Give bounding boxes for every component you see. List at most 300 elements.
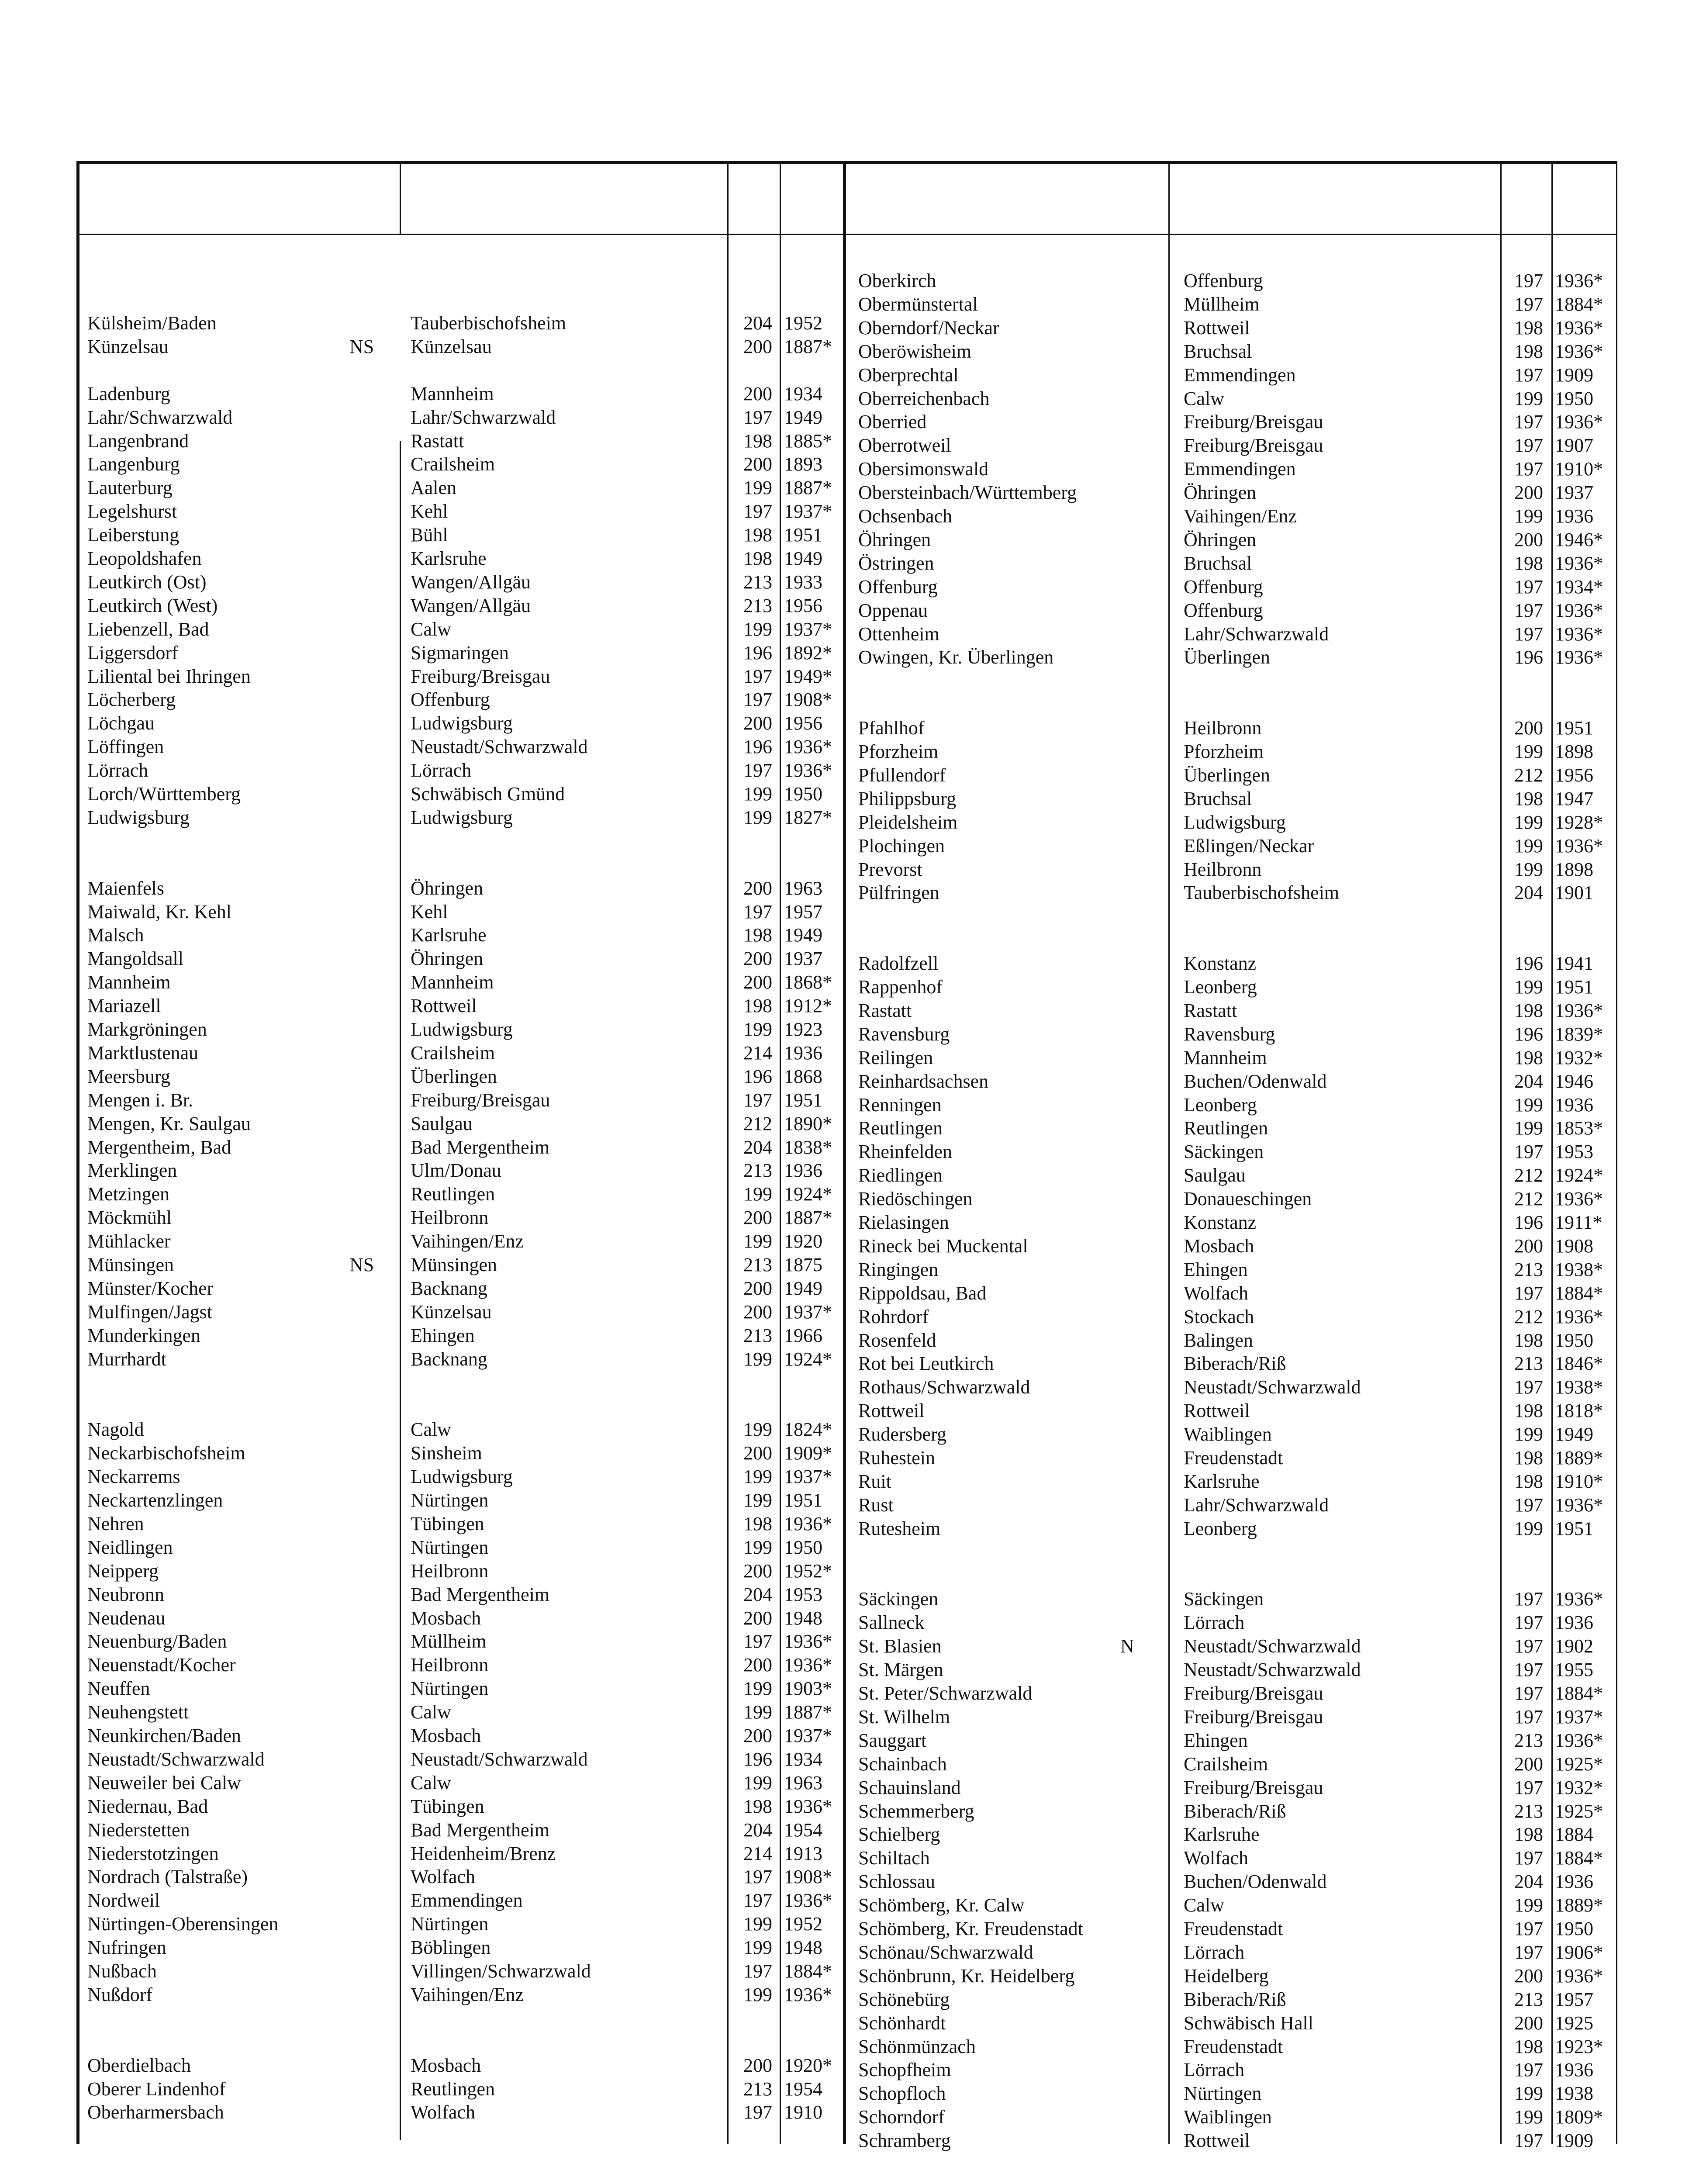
kreis-name: Reutlingen [1184, 1117, 1268, 1139]
station-name: Prevorst [858, 858, 922, 880]
station-name: Munderkingen [87, 1324, 201, 1346]
seite-value: 197 [1514, 1706, 1543, 1728]
kreis-name: Bruchsal [1184, 552, 1252, 574]
seite-value: 197 [1514, 293, 1543, 315]
kreis-name: Lörrach [1184, 1941, 1245, 1963]
station-name: Neudenau [87, 1607, 166, 1629]
seite-value: 204 [1514, 1871, 1543, 1893]
station-name: Mengen, Kr. Saulgau [87, 1113, 251, 1134]
station-since: 1868* [784, 971, 832, 993]
station-name: Münsingen [87, 1254, 174, 1275]
seite-value: 212 [1514, 764, 1543, 786]
station-name: Schauinsland [858, 1776, 961, 1798]
station-name: Neuenstadt/Kocher [87, 1654, 236, 1676]
station-name: Pleidelsheim [858, 811, 958, 833]
station-since: 1966 [784, 1324, 822, 1346]
table-row [0, 1093, 1682, 1117]
table-row [0, 434, 1682, 457]
kreis-name: Bad Mergentheim [411, 1583, 550, 1605]
station-note: NS [349, 1254, 374, 1275]
seite-value: 198 [743, 995, 772, 1017]
station-since: 1884* [1555, 1282, 1603, 1304]
station-name: Schönebürg [858, 1988, 950, 2010]
station-since: 1920 [784, 1230, 822, 1252]
station-name: Langenbrand [87, 430, 189, 452]
station-since: 1952 [784, 1913, 822, 1935]
table-row [0, 410, 1682, 434]
station-name: St. Peter/Schwarzwald [858, 1683, 1033, 1704]
kreis-name: Öhringen [1184, 482, 1257, 504]
station-since: 1949 [784, 406, 822, 428]
kreis-name: Tübingen [411, 1513, 484, 1534]
station-note: N [1120, 1635, 1134, 1657]
kreis-name: Nürtingen [1184, 2083, 1262, 2105]
kreis-name: Emmendingen [1184, 458, 1296, 480]
seite-value: 199 [743, 1419, 772, 1441]
kreis-name: Leonberg [1184, 976, 1257, 998]
seite-value: 196 [1514, 1023, 1543, 1045]
station-since: 1956 [784, 712, 822, 734]
table-row [0, 340, 1682, 363]
station-name: Rothaus/Schwarzwald [858, 1376, 1030, 1398]
table-row [0, 1187, 1682, 1211]
station-since: 1946 [1555, 1070, 1593, 1092]
station-since: 1936 [784, 1160, 822, 1182]
station-since: 1946* [1555, 529, 1603, 550]
station-since: 1925* [1555, 1753, 1603, 1775]
seite-value: 200 [743, 1725, 772, 1746]
station-since: 1951 [784, 1489, 822, 1511]
seite-value: 198 [1514, 1047, 1543, 1068]
station-since: 1898 [1555, 858, 1593, 880]
kreis-name: Reutlingen [411, 2078, 495, 2100]
station-name: Schömberg, Kr. Calw [858, 1894, 1025, 1916]
station-name: Nordweil [87, 1890, 160, 1911]
station-name: Pforzheim [858, 741, 939, 762]
station-name: Leutkirch (Ost) [87, 571, 207, 593]
station-since: 1809* [1555, 2106, 1603, 2128]
table-row [0, 1282, 1682, 1305]
kreis-name: Karlsruhe [411, 924, 487, 946]
station-since: 1949 [784, 924, 822, 946]
station-since: 1938* [1555, 1376, 1603, 1398]
table-row [0, 999, 1682, 1023]
station-since: 1953 [1555, 1141, 1593, 1163]
station-name: Neckartenzlingen [87, 1489, 223, 1511]
seite-value: 197 [743, 901, 772, 923]
kreis-name: Kehl [411, 501, 448, 522]
table-row [0, 1729, 1682, 1752]
station-since: 1936* [1555, 1188, 1603, 1210]
kreis-name: Rottweil [1184, 2130, 1250, 2152]
station-since: 1950 [1555, 387, 1593, 409]
seite-value: 200 [743, 948, 772, 970]
station-since: 1923 [784, 1019, 822, 1040]
seite-value: 213 [1514, 1353, 1543, 1375]
station-since: 1936 [1555, 2059, 1593, 2081]
kreis-name: Donaueschingen [1184, 1188, 1312, 1210]
station-since: 1963 [784, 877, 822, 899]
station-name: Löcherberg [87, 689, 176, 711]
station-since: 1910* [1555, 1470, 1603, 1492]
table-row [0, 1823, 1682, 1846]
station-since: 1901 [1555, 882, 1593, 904]
station-name: Schainbach [858, 1753, 947, 1775]
kreis-name: Reutlingen [411, 1183, 495, 1205]
seite-value: 213 [1514, 1988, 1543, 2010]
seite-value: 204 [1514, 1070, 1543, 1092]
table-row [0, 1635, 1682, 1658]
station-since: 1957 [784, 901, 822, 923]
station-since: 1933 [784, 571, 822, 593]
station-name: Östringen [858, 552, 934, 574]
station-since: 1951 [1555, 1517, 1593, 1539]
station-name: Rot bei Leutkirch [858, 1353, 994, 1375]
table-row [0, 1705, 1682, 1729]
kreis-name: Überlingen [411, 1065, 497, 1087]
seite-value: 213 [743, 2078, 772, 2100]
station-since: 1936* [1555, 411, 1603, 433]
station-since: 1913 [784, 1842, 822, 1864]
station-name: Nußbach [87, 1960, 157, 1982]
station-since: 1950 [1555, 1918, 1593, 1939]
station-since: 1838* [784, 1136, 832, 1158]
seite-value: 197 [1514, 1612, 1543, 1634]
seite-value: 200 [743, 1442, 772, 1464]
seite-value: 200 [1514, 1965, 1543, 1987]
table-row [0, 787, 1682, 811]
kreis-name: Ludwigsburg [411, 806, 513, 828]
seite-value: 204 [743, 1583, 772, 1605]
kreis-name: Freiburg/Breisgau [1184, 1776, 1323, 1798]
seite-value: 197 [1514, 623, 1543, 645]
kreis-name: Rastatt [411, 430, 464, 452]
station-name: Oberndorf/Neckar [858, 317, 999, 339]
kreis-name: Buchen/Odenwald [1184, 1070, 1327, 1092]
station-name: Niedernau, Bad [87, 1795, 208, 1817]
seite-value: 199 [743, 618, 772, 640]
table-row [0, 387, 1682, 411]
station-name: Schönmünzach [858, 2035, 976, 2057]
table-row [0, 1258, 1682, 1282]
station-name: Ottenheim [858, 623, 939, 645]
station-name: Nagold [87, 1419, 144, 1441]
table-row [0, 1559, 1682, 1583]
table-row [0, 316, 1682, 340]
station-name: Ringingen [858, 1258, 939, 1280]
station-since: 1884 [1555, 1824, 1593, 1845]
table-row [0, 1423, 1682, 1446]
station-since: 1924* [784, 1183, 832, 1205]
station-since: 1936* [784, 760, 832, 781]
kreis-name: Waiblingen [1184, 1424, 1272, 1445]
seite-value: 197 [743, 1866, 772, 1888]
kreis-name: Saulgau [411, 1113, 473, 1134]
station-name: Neuweiler bei Calw [87, 1772, 241, 1794]
kreis-name: Wangen/Allgäu [411, 571, 531, 593]
seite-value: 204 [743, 1136, 772, 1158]
seite-value: 197 [1514, 1659, 1543, 1681]
kreis-name: Heilbronn [411, 1560, 489, 1582]
kreis-name: Stockach [1184, 1306, 1254, 1327]
seite-value: 213 [743, 1324, 772, 1346]
kreis-name: Lahr/Schwarzwald [1184, 1494, 1329, 1516]
station-since: 1963 [784, 1772, 822, 1794]
station-name: Ruhestein [858, 1447, 935, 1469]
seite-value: 198 [1514, 1400, 1543, 1422]
kreis-name: Biberach/Riß [1184, 1988, 1286, 2010]
seite-value: 199 [1514, 1117, 1543, 1139]
kreis-name: Leonberg [1184, 1094, 1257, 1116]
seite-value: 200 [1514, 2012, 1543, 2034]
seite-value: 213 [1514, 1729, 1543, 1751]
table-row [0, 1234, 1682, 1258]
table-row [0, 811, 1682, 834]
station-name: Metzingen [87, 1183, 170, 1205]
seite-value: 199 [743, 1019, 772, 1040]
station-since: 1908 [1555, 1235, 1593, 1257]
kreis-name: Überlingen [1184, 646, 1270, 668]
station-name: Säckingen [858, 1588, 939, 1610]
table-row [0, 552, 1682, 575]
station-since: 1950 [784, 783, 822, 805]
kreis-name: Villingen/Schwarzwald [411, 1960, 591, 1982]
seite-value: 196 [743, 1065, 772, 1087]
station-since: 1951 [1555, 976, 1593, 998]
kreis-name: Freiburg/Breisgau [1184, 1706, 1323, 1728]
seite-value: 204 [1514, 882, 1543, 904]
station-name: Rosenfeld [858, 1329, 936, 1351]
station-since: 1934 [784, 1748, 822, 1770]
station-since: 1954 [784, 2078, 822, 2100]
kreis-name: Nürtingen [411, 1678, 489, 1700]
kreis-name: Backnang [411, 1277, 487, 1299]
station-name: Markgröningen [87, 1019, 207, 1040]
station-name: Niederstotzingen [87, 1842, 219, 1864]
station-name: Rielasingen [858, 1212, 949, 1233]
station-since: 1950 [784, 1536, 822, 1558]
kreis-name: Heilbronn [411, 1654, 489, 1676]
kreis-name: Konstanz [1184, 1212, 1257, 1233]
table-row [0, 1046, 1682, 1070]
seite-value: 199 [743, 1984, 772, 2005]
table-row [0, 1517, 1682, 1541]
station-since: 1937* [1555, 1706, 1603, 1728]
table-row [0, 1305, 1682, 1329]
station-since: 1932* [1555, 1776, 1603, 1798]
kreis-name: Calw [411, 618, 451, 640]
station-name: Leopoldshafen [87, 548, 202, 569]
station-name: Murrhardt [87, 1348, 166, 1370]
seite-value: 200 [743, 971, 772, 993]
station-name: Rheinfelden [858, 1141, 953, 1163]
kreis-name: Saulgau [1184, 1165, 1246, 1186]
table-row [0, 1493, 1682, 1517]
kreis-name: Wangen/Allgäu [411, 594, 531, 616]
station-since: 1846* [1555, 1353, 1603, 1375]
kreis-name: Biberach/Riß [1184, 1353, 1286, 1375]
station-name: Münster/Kocher [87, 1277, 214, 1299]
seite-value: 199 [1514, 835, 1543, 857]
seite-value: 197 [1514, 1494, 1543, 1516]
station-name: Sauggart [858, 1729, 927, 1751]
station-since: 1910 [784, 2101, 822, 2123]
station-name: Radolfzell [858, 953, 939, 975]
kreis-name: Nürtingen [411, 1913, 489, 1935]
kreis-name: Karlsruhe [1184, 1470, 1260, 1492]
kreis-name: Ludwigsburg [411, 712, 513, 734]
table-row [0, 1070, 1682, 1093]
seite-value: 213 [743, 571, 772, 593]
station-name: Obermünstertal [858, 293, 978, 315]
table-row [0, 1140, 1682, 1164]
seite-value: 197 [743, 501, 772, 522]
seite-value: 197 [1514, 576, 1543, 598]
table-row [0, 575, 1682, 599]
table-row [0, 1988, 1682, 2011]
station-name: Ladenburg [87, 383, 170, 404]
kreis-name: Freiburg/Breisgau [1184, 411, 1323, 433]
station-name: Pfahlhof [858, 717, 925, 739]
station-name: St. Blasien [858, 1635, 942, 1657]
kreis-name: Karlsruhe [411, 548, 487, 569]
station-since: 1909 [1555, 2130, 1593, 2152]
station-since: 1936* [784, 1654, 832, 1676]
table-row [0, 2035, 1682, 2059]
station-since: 1936* [1555, 623, 1603, 645]
seite-value: 213 [743, 594, 772, 616]
station-name: Liliental bei Ihringen [87, 665, 251, 687]
station-since: 1936* [1555, 317, 1603, 339]
station-name: Neunkirchen/Baden [87, 1725, 241, 1746]
station-since: 1890* [784, 1113, 832, 1134]
table-row [0, 1894, 1682, 1917]
kreis-name: Bruchsal [1184, 340, 1252, 362]
table-row [0, 688, 1682, 712]
seite-value: 199 [1514, 811, 1543, 833]
station-name: Rust [858, 1494, 894, 1516]
seite-value: 200 [1514, 717, 1543, 739]
seite-value: 198 [1514, 1447, 1543, 1469]
seite-value: 197 [1514, 1635, 1543, 1657]
station-since: 1925 [1555, 2012, 1593, 2034]
seite-value: 199 [1514, 1094, 1543, 1116]
station-since: 1909 [1555, 364, 1593, 386]
station-name: Neidlingen [87, 1536, 173, 1558]
kreis-name: Ludwigsburg [411, 1466, 513, 1488]
table-row [0, 2011, 1682, 2035]
kreis-name: Tübingen [411, 1795, 484, 1817]
kreis-name: Neustadt/Schwarzwald [1184, 1376, 1361, 1398]
station-since: 1875 [784, 1254, 822, 1275]
kreis-name: Rottweil [1184, 317, 1250, 339]
station-name: Lahr/Schwarzwald [87, 406, 233, 428]
kreis-name: Bühl [411, 524, 448, 546]
seite-value: 212 [1514, 1306, 1543, 1327]
seite-value: 199 [1514, 1894, 1543, 1916]
seite-value: 197 [1514, 2059, 1543, 2081]
station-name: Rottweil [858, 1400, 925, 1422]
station-name: Schopfloch [858, 2083, 946, 2105]
table-row [0, 1399, 1682, 1423]
kreis-name: Ulm/Donau [411, 1160, 501, 1182]
kreis-name: Ehingen [1184, 1729, 1248, 1751]
seite-value: 198 [743, 1513, 772, 1534]
seite-value: 200 [743, 2054, 772, 2076]
kreis-name: Offenburg [1184, 599, 1263, 621]
station-since: 1936* [784, 1513, 832, 1534]
seite-value: 199 [743, 1772, 772, 1794]
station-name: Rippoldsau, Bad [858, 1282, 987, 1304]
seite-value: 199 [743, 1937, 772, 1959]
station-since: 1907 [1555, 435, 1593, 456]
kreis-name: Heilbronn [1184, 858, 1262, 880]
station-name: Liebenzell, Bad [87, 618, 209, 640]
seite-value: 199 [1514, 976, 1543, 998]
station-since: 1936* [784, 1984, 832, 2005]
station-name: Langenburg [87, 453, 180, 475]
station-since: 1952 [784, 312, 822, 334]
kreis-name: Neustadt/Schwarzwald [411, 1748, 588, 1770]
station-name: Maiwald, Kr. Kehl [87, 901, 231, 923]
station-name: Riedlingen [858, 1165, 943, 1186]
station-since: 1839* [1555, 1023, 1603, 1045]
station-since: 1948 [784, 1607, 822, 1629]
seite-value: 198 [743, 430, 772, 452]
table-row [0, 528, 1682, 552]
station-since: 1951 [784, 524, 822, 546]
seite-value: 212 [1514, 1165, 1543, 1186]
kreis-name: Mosbach [411, 2054, 481, 2076]
station-since: 1951 [784, 1089, 822, 1111]
kreis-name: Wolfach [411, 2101, 475, 2123]
station-name: Rohrdorf [858, 1306, 929, 1327]
station-since: 1949 [784, 1277, 822, 1299]
seite-value: 200 [1514, 529, 1543, 550]
station-name: Meersburg [87, 1065, 170, 1087]
seite-value: 199 [743, 477, 772, 499]
seite-value: 213 [743, 1254, 772, 1275]
station-since: 1932* [1555, 1047, 1603, 1068]
seite-value: 200 [743, 1207, 772, 1229]
station-name: Nehren [87, 1513, 144, 1534]
kreis-name: Lörrach [1184, 1612, 1245, 1634]
kreis-name: Crailsheim [1184, 1753, 1268, 1775]
station-name: Schlossau [858, 1871, 935, 1893]
station-name: Mangoldsall [87, 948, 183, 970]
table-row [0, 646, 1682, 669]
station-name: Neustadt/Schwarzwald [87, 1748, 265, 1770]
kreis-name: Backnang [411, 1348, 487, 1370]
table-row [0, 1870, 1682, 1894]
station-name: Oppenau [858, 599, 928, 621]
station-name: Möckmühl [87, 1207, 172, 1229]
kreis-name: Künzelsau [411, 1301, 492, 1323]
kreis-name: Mannheim [411, 971, 494, 993]
station-name: Neuffen [87, 1678, 150, 1700]
seite-value: 197 [1514, 2130, 1543, 2152]
station-since: 1949 [1555, 1424, 1593, 1445]
station-since: 1937* [784, 618, 832, 640]
station-since: 1887* [784, 477, 832, 499]
station-since: 1911* [1555, 1212, 1603, 1233]
table-row [0, 1352, 1682, 1375]
table-row [0, 952, 1682, 975]
seite-value: 197 [1514, 1376, 1543, 1398]
seite-value: 197 [743, 1890, 772, 1911]
seite-value: 198 [743, 548, 772, 569]
kreis-name: Vaihingen/Enz [411, 1230, 524, 1252]
